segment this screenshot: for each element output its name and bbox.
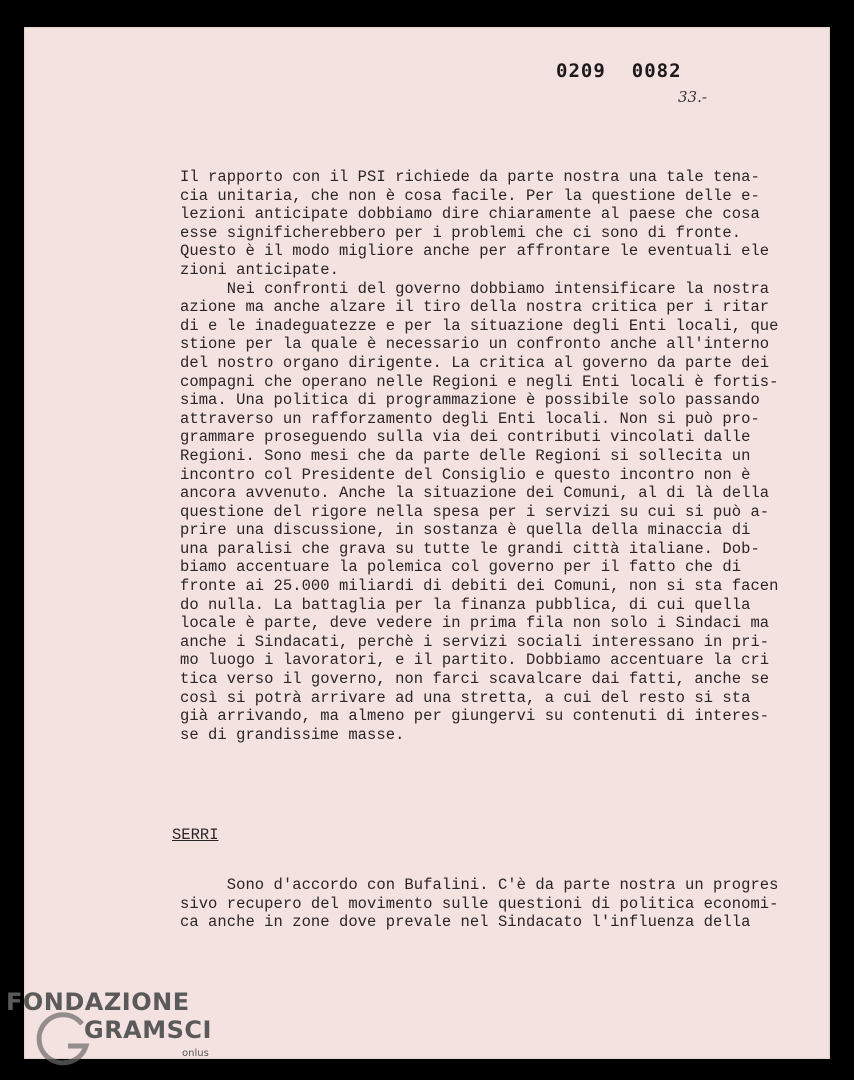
text-line: compagni che operano nelle Regioni e negli Enti locali è fortis-	[180, 372, 779, 391]
text-line: Questo è il modo migliore anche per affrontare le eventuali ele	[180, 242, 770, 261]
text-line: zioni anticipate.	[180, 260, 339, 279]
text-line: esse significherebbero per i problemi che ci sono di fronte.	[180, 223, 742, 242]
text-line: cia unitaria, che non è cosa facile. Per la questione delle e-	[180, 186, 760, 205]
text-line: azione ma anche alzare il tiro della nostra critica per i ritar	[180, 298, 770, 317]
handwritten-page-note: 33.-	[678, 88, 707, 106]
text-line: lezioni anticipate dobbiamo dire chiaramente al paese che cosa	[180, 205, 760, 224]
text-line: mo luogo i lavoratori, e il partito. Dobbiamo accentuare la cri	[180, 651, 770, 670]
text-line: sima. Una politica di programmazione è possibile solo passando	[180, 391, 760, 410]
text-line: grammare proseguendo sulla via dei contributi vincolati dalle	[180, 428, 751, 447]
text-line: tica verso il governo, non farci scavalcare dai fatti, anche se	[180, 670, 770, 689]
text-line: biamo accentuare la polemica col governo per il fatto che di	[180, 558, 742, 577]
watermark-suffix: onlus	[182, 1048, 209, 1059]
text-line: Sono d'accordo con Bufalini. C'è da parte nostra un progres	[180, 876, 779, 894]
text-line: do nulla. La battaglia per la finanza pubblica, di cui quella	[180, 595, 751, 614]
text-line: ca anche in zone dove prevale nel Sindacato l'influenza della	[180, 913, 751, 932]
text-line: prire una discussione, in sostanza è quella della minaccia di	[180, 521, 751, 540]
body-text-paragraph-1	[180, 168, 779, 744]
text-line: locale è parte, deve vedere in prima fila non solo i Sindaci ma	[180, 614, 770, 633]
text-line: ancora avvenuto. Anche la situazione dei Comuni, al di là della	[180, 484, 770, 503]
text-line: Regioni. Sono mesi che da parte delle Regioni si sollecita un	[180, 446, 751, 465]
text-line: sivo recupero del movimento sulle questioni di politica economi-	[180, 894, 779, 913]
document-number	[556, 60, 682, 82]
text-line: così si potrà arrivare ad una stretta, a cui del resto si sta	[180, 688, 751, 707]
text-line: fronte ai 25.000 miliardi di debiti dei Comuni, non si sta facen	[180, 577, 779, 596]
document-number-part1: 0209	[556, 60, 606, 82]
text-line: attraverso un rafforzamento degli Enti locali. Non si può pro-	[180, 409, 760, 428]
text-line: una paralisi che grava su tutte le grandi città italiane. Dob-	[180, 539, 760, 558]
text-line: incontro col Presidente del Consiglio e questo incontro non è	[180, 465, 751, 484]
body-text-paragraph-2	[180, 876, 779, 932]
document-number-part2: 0082	[631, 60, 682, 82]
text-line: se di grandissime masse.	[180, 725, 405, 744]
text-line: Il rapporto con il PSI richiede da parte nostra una tale tena-	[180, 168, 760, 186]
speaker-heading: SERRI	[172, 826, 219, 844]
text-line: di e le inadeguatezze e per la situazione degli Enti locali, que	[180, 316, 779, 335]
text-line: Nei confronti del governo dobbiamo intensificare la nostra	[180, 279, 770, 298]
text-line: già arrivando, ma almeno per giungervi su contenuti di interes-	[180, 707, 770, 726]
watermark-line2: GRAMSCI	[84, 1016, 212, 1044]
watermark-line1: FONDAZIONE	[6, 988, 190, 1016]
fondazione-gramsci-watermark	[6, 988, 216, 1078]
text-line: stione per la quale è necessario un confronto anche all'interno	[180, 335, 770, 354]
text-line: del nostro organo dirigente. La critica al governo da parte dei	[180, 353, 770, 372]
text-line: anche i Sindacati, perchè i servizi sociali interessano in pri-	[180, 632, 770, 651]
text-line: questione del rigore nella spesa per i servizi su cui si può a-	[180, 502, 770, 521]
